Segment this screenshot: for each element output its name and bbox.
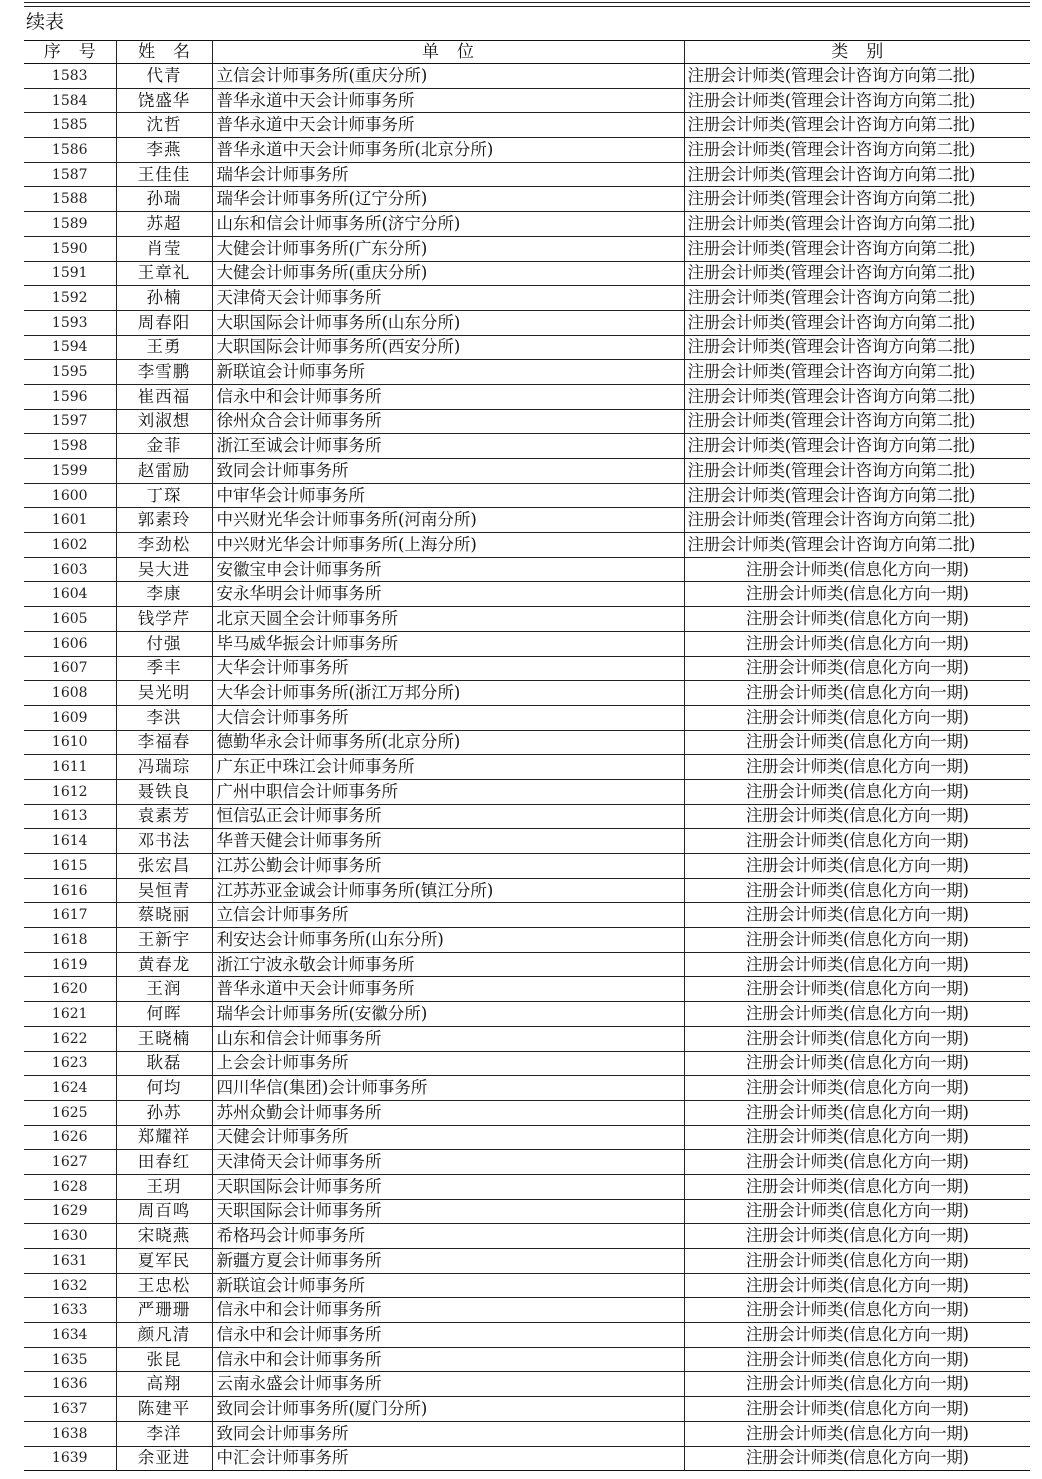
- person-name: 高翔: [116, 1372, 212, 1397]
- person-name: 孙楠: [116, 286, 212, 311]
- firm-name: 希格玛会计师事务所: [212, 1224, 684, 1249]
- firm-name: 北京天圆全会计师事务所: [212, 607, 684, 632]
- firm-name: 大华会计师事务所: [212, 656, 684, 681]
- person-name: 吴恒青: [116, 878, 212, 903]
- firm-name: 大华会计师事务所(浙江万邦分所): [212, 681, 684, 706]
- row-number: 1622: [24, 1026, 116, 1051]
- person-name: 金菲: [116, 434, 212, 459]
- person-name: 余亚进: [116, 1446, 212, 1471]
- category: 注册会计师类(信息化方向一期): [684, 1298, 1030, 1323]
- table-row: [24, 1273, 1030, 1298]
- person-name: 李雪鹏: [116, 360, 212, 385]
- person-name: 聂铁良: [116, 779, 212, 804]
- table-body: [24, 64, 1030, 1471]
- person-name: 张昆: [116, 1347, 212, 1372]
- firm-name: 大职国际会计师事务所(山东分所): [212, 310, 684, 335]
- firm-name: 利安达会计师事务所(山东分所): [212, 928, 684, 953]
- firm-name: 中兴财光华会计师事务所(上海分所): [212, 533, 684, 558]
- person-name: 李洪: [116, 705, 212, 730]
- category: 注册会计师类(管理会计咨询方向第二批): [684, 310, 1030, 335]
- category: 注册会计师类(信息化方向一期): [684, 1224, 1030, 1249]
- table-row: [24, 384, 1030, 409]
- firm-name: 立信会计师事务所(重庆分所): [212, 64, 684, 89]
- category: 注册会计师类(管理会计咨询方向第二批): [684, 508, 1030, 533]
- category: 注册会计师类(信息化方向一期): [684, 656, 1030, 681]
- row-number: 1598: [24, 434, 116, 459]
- row-number: 1602: [24, 533, 116, 558]
- firm-name: 新联谊会计师事务所: [212, 1273, 684, 1298]
- row-number: 1615: [24, 854, 116, 879]
- person-name: 郭素玲: [116, 508, 212, 533]
- row-number: 1612: [24, 779, 116, 804]
- row-number: 1588: [24, 187, 116, 212]
- row-number: 1629: [24, 1199, 116, 1224]
- table-row: [24, 459, 1030, 484]
- firm-name: 普华永道中天会计师事务所: [212, 113, 684, 138]
- table-row: [24, 1174, 1030, 1199]
- header-category: 类别: [684, 41, 1030, 64]
- row-number: 1639: [24, 1446, 116, 1471]
- person-name: 吴大进: [116, 557, 212, 582]
- row-number: 1633: [24, 1298, 116, 1323]
- table-row: [24, 261, 1030, 286]
- table-row: [24, 409, 1030, 434]
- row-number: 1631: [24, 1249, 116, 1274]
- category: 注册会计师类(信息化方向一期): [684, 607, 1030, 632]
- table-row: [24, 187, 1030, 212]
- category: 注册会计师类(信息化方向一期): [684, 1076, 1030, 1101]
- firm-name: 山东和信会计师事务所: [212, 1026, 684, 1051]
- row-number: 1599: [24, 459, 116, 484]
- row-number: 1613: [24, 804, 116, 829]
- table-row: [24, 779, 1030, 804]
- firm-name: 恒信弘正会计师事务所: [212, 804, 684, 829]
- firm-name: 江苏公勤会计师事务所: [212, 854, 684, 879]
- person-name: 李劲松: [116, 533, 212, 558]
- table-row: [24, 755, 1030, 780]
- row-number: 1590: [24, 236, 116, 261]
- firm-name: 苏州众勤会计师事务所: [212, 1100, 684, 1125]
- table-row: [24, 952, 1030, 977]
- table-row: [24, 631, 1030, 656]
- row-number: 1626: [24, 1125, 116, 1150]
- firm-name: 云南永盛会计师事务所: [212, 1372, 684, 1397]
- row-number: 1600: [24, 483, 116, 508]
- table-row: [24, 1150, 1030, 1175]
- row-number: 1619: [24, 952, 116, 977]
- category: 注册会计师类(信息化方向一期): [684, 779, 1030, 804]
- firm-name: 普华永道中天会计师事务所: [212, 977, 684, 1002]
- category: 注册会计师类(管理会计咨询方向第二批): [684, 113, 1030, 138]
- table-row: [24, 508, 1030, 533]
- row-number: 1620: [24, 977, 116, 1002]
- category: 注册会计师类(管理会计咨询方向第二批): [684, 286, 1030, 311]
- table-row: [24, 1224, 1030, 1249]
- person-name: 王润: [116, 977, 212, 1002]
- row-number: 1625: [24, 1100, 116, 1125]
- table-row: [24, 212, 1030, 237]
- person-name: 孙瑞: [116, 187, 212, 212]
- table-row: [24, 1249, 1030, 1274]
- person-name: 季丰: [116, 656, 212, 681]
- category: 注册会计师类(管理会计咨询方向第二批): [684, 384, 1030, 409]
- person-name: 王忠松: [116, 1273, 212, 1298]
- person-name: 张宏昌: [116, 854, 212, 879]
- person-name: 苏超: [116, 212, 212, 237]
- table-row: [24, 1298, 1030, 1323]
- person-name: 王章礼: [116, 261, 212, 286]
- category: 注册会计师类(管理会计咨询方向第二批): [684, 335, 1030, 360]
- row-number: 1637: [24, 1397, 116, 1422]
- category: 注册会计师类(管理会计咨询方向第二批): [684, 483, 1030, 508]
- row-number: 1609: [24, 705, 116, 730]
- table-row: [24, 138, 1030, 163]
- category: 注册会计师类(信息化方向一期): [684, 1174, 1030, 1199]
- row-number: 1596: [24, 384, 116, 409]
- firm-name: 徐州众合会计师事务所: [212, 409, 684, 434]
- table-row: [24, 582, 1030, 607]
- row-number: 1614: [24, 829, 116, 854]
- table-row: [24, 162, 1030, 187]
- firm-name: 普华永道中天会计师事务所: [212, 88, 684, 113]
- person-name: 李康: [116, 582, 212, 607]
- top-rule: [24, 2, 1030, 3]
- firm-name: 华普天健会计师事务所: [212, 829, 684, 854]
- firm-name: 大职国际会计师事务所(西安分所): [212, 335, 684, 360]
- table-row: [24, 557, 1030, 582]
- firm-name: 中汇会计师事务所: [212, 1446, 684, 1471]
- table-row: [24, 977, 1030, 1002]
- table-row: [24, 88, 1030, 113]
- row-number: 1607: [24, 656, 116, 681]
- row-number: 1604: [24, 582, 116, 607]
- firm-name: 瑞华会计师事务所(辽宁分所): [212, 187, 684, 212]
- category: 注册会计师类(信息化方向一期): [684, 1002, 1030, 1027]
- firm-name: 信永中和会计师事务所: [212, 1347, 684, 1372]
- table-row: [24, 360, 1030, 385]
- table-row: [24, 533, 1030, 558]
- category: 注册会计师类(信息化方向一期): [684, 681, 1030, 706]
- row-number: 1593: [24, 310, 116, 335]
- table-row: [24, 1397, 1030, 1422]
- row-number: 1611: [24, 755, 116, 780]
- category: 注册会计师类(信息化方向一期): [684, 829, 1030, 854]
- person-name: 赵雷励: [116, 459, 212, 484]
- row-number: 1635: [24, 1347, 116, 1372]
- category: 注册会计师类(信息化方向一期): [684, 878, 1030, 903]
- firm-name: 毕马威华振会计师事务所: [212, 631, 684, 656]
- firm-name: 信永中和会计师事务所: [212, 1323, 684, 1348]
- table-row: [24, 730, 1030, 755]
- category: 注册会计师类(管理会计咨询方向第二批): [684, 459, 1030, 484]
- person-name: 宋晓燕: [116, 1224, 212, 1249]
- category: 注册会计师类(管理会计咨询方向第二批): [684, 409, 1030, 434]
- firm-name: 大健会计师事务所(重庆分所): [212, 261, 684, 286]
- category: 注册会计师类(信息化方向一期): [684, 1397, 1030, 1422]
- category: 注册会计师类(信息化方向一期): [684, 1446, 1030, 1471]
- table-row: [24, 1026, 1030, 1051]
- person-name: 王勇: [116, 335, 212, 360]
- table-row: [24, 1323, 1030, 1348]
- row-number: 1638: [24, 1421, 116, 1446]
- header-unit: 单位: [212, 41, 684, 64]
- row-number: 1634: [24, 1323, 116, 1348]
- row-number: 1610: [24, 730, 116, 755]
- row-number: 1592: [24, 286, 116, 311]
- person-name: 肖莹: [116, 236, 212, 261]
- row-number: 1632: [24, 1273, 116, 1298]
- person-name: 邓书法: [116, 829, 212, 854]
- person-name: 吴光明: [116, 681, 212, 706]
- row-number: 1591: [24, 261, 116, 286]
- category: 注册会计师类(信息化方向一期): [684, 1372, 1030, 1397]
- category: 注册会计师类(管理会计咨询方向第二批): [684, 187, 1030, 212]
- header-row: [24, 41, 1030, 64]
- table-row: [24, 335, 1030, 360]
- row-number: 1627: [24, 1150, 116, 1175]
- row-number: 1595: [24, 360, 116, 385]
- roster-table: [24, 40, 1030, 1471]
- row-number: 1583: [24, 64, 116, 89]
- person-name: 周春阳: [116, 310, 212, 335]
- person-name: 孙苏: [116, 1100, 212, 1125]
- person-name: 蔡晓丽: [116, 903, 212, 928]
- person-name: 袁素芳: [116, 804, 212, 829]
- firm-name: 信永中和会计师事务所: [212, 1298, 684, 1323]
- table-row: [24, 1347, 1030, 1372]
- person-name: 何晖: [116, 1002, 212, 1027]
- firm-name: 上会会计师事务所: [212, 1051, 684, 1076]
- person-name: 李福春: [116, 730, 212, 755]
- table-row: [24, 878, 1030, 903]
- table-row: [24, 1125, 1030, 1150]
- firm-name: 中审华会计师事务所: [212, 483, 684, 508]
- table-row: [24, 829, 1030, 854]
- row-number: 1585: [24, 113, 116, 138]
- table-row: [24, 434, 1030, 459]
- firm-name: 安徽宝申会计师事务所: [212, 557, 684, 582]
- firm-name: 新联谊会计师事务所: [212, 360, 684, 385]
- table-row: [24, 903, 1030, 928]
- category: 注册会计师类(信息化方向一期): [684, 928, 1030, 953]
- category: 注册会计师类(信息化方向一期): [684, 1347, 1030, 1372]
- category: 注册会计师类(信息化方向一期): [684, 952, 1030, 977]
- person-name: 付强: [116, 631, 212, 656]
- person-name: 严珊珊: [116, 1298, 212, 1323]
- category: 注册会计师类(信息化方向一期): [684, 557, 1030, 582]
- category: 注册会计师类(信息化方向一期): [684, 730, 1030, 755]
- firm-name: 天津倚天会计师事务所: [212, 286, 684, 311]
- firm-name: 大健会计师事务所(广东分所): [212, 236, 684, 261]
- table-row: [24, 1076, 1030, 1101]
- category: 注册会计师类(信息化方向一期): [684, 977, 1030, 1002]
- table-row: [24, 1446, 1030, 1471]
- firm-name: 天津倚天会计师事务所: [212, 1150, 684, 1175]
- person-name: 夏军民: [116, 1249, 212, 1274]
- category: 注册会计师类(管理会计咨询方向第二批): [684, 434, 1030, 459]
- row-number: 1630: [24, 1224, 116, 1249]
- firm-name: 天职国际会计师事务所: [212, 1199, 684, 1224]
- category: 注册会计师类(信息化方向一期): [684, 804, 1030, 829]
- table-row: [24, 928, 1030, 953]
- person-name: 王玥: [116, 1174, 212, 1199]
- row-number: 1624: [24, 1076, 116, 1101]
- person-name: 郑耀祥: [116, 1125, 212, 1150]
- table-row: [24, 483, 1030, 508]
- table-row: [24, 656, 1030, 681]
- table-row: [24, 113, 1030, 138]
- firm-name: 浙江至诚会计师事务所: [212, 434, 684, 459]
- table-row: [24, 1051, 1030, 1076]
- person-name: 李洋: [116, 1421, 212, 1446]
- row-number: 1603: [24, 557, 116, 582]
- person-name: 颜凡清: [116, 1323, 212, 1348]
- person-name: 饶盛华: [116, 88, 212, 113]
- table-row: [24, 310, 1030, 335]
- person-name: 代青: [116, 64, 212, 89]
- firm-name: 致同会计师事务所: [212, 459, 684, 484]
- person-name: 钱学芹: [116, 607, 212, 632]
- person-name: 崔西福: [116, 384, 212, 409]
- row-number: 1616: [24, 878, 116, 903]
- firm-name: 广州中职信会计师事务所: [212, 779, 684, 804]
- category: 注册会计师类(管理会计咨询方向第二批): [684, 533, 1030, 558]
- row-number: 1618: [24, 928, 116, 953]
- row-number: 1608: [24, 681, 116, 706]
- table-row: [24, 64, 1030, 89]
- category: 注册会计师类(信息化方向一期): [684, 1051, 1030, 1076]
- firm-name: 江苏苏亚金诚会计师事务所(镇江分所): [212, 878, 684, 903]
- row-number: 1601: [24, 508, 116, 533]
- category: 注册会计师类(信息化方向一期): [684, 1421, 1030, 1446]
- person-name: 黄春龙: [116, 952, 212, 977]
- person-name: 王晓楠: [116, 1026, 212, 1051]
- category: 注册会计师类(管理会计咨询方向第二批): [684, 138, 1030, 163]
- person-name: 刘淑想: [116, 409, 212, 434]
- category: 注册会计师类(信息化方向一期): [684, 705, 1030, 730]
- category: 注册会计师类(信息化方向一期): [684, 582, 1030, 607]
- firm-name: 普华永道中天会计师事务所(北京分所): [212, 138, 684, 163]
- firm-name: 四川华信(集团)会计师事务所: [212, 1076, 684, 1101]
- firm-name: 天职国际会计师事务所: [212, 1174, 684, 1199]
- table-row: [24, 607, 1030, 632]
- table-row: [24, 1421, 1030, 1446]
- person-name: 周百鸣: [116, 1199, 212, 1224]
- category: 注册会计师类(信息化方向一期): [684, 631, 1030, 656]
- table-row: [24, 854, 1030, 879]
- category: 注册会计师类(管理会计咨询方向第二批): [684, 88, 1030, 113]
- table-row: [24, 1372, 1030, 1397]
- table-row: [24, 705, 1030, 730]
- person-name: 耿磊: [116, 1051, 212, 1076]
- row-number: 1623: [24, 1051, 116, 1076]
- table-row: [24, 286, 1030, 311]
- firm-name: 中兴财光华会计师事务所(河南分所): [212, 508, 684, 533]
- category: 注册会计师类(管理会计咨询方向第二批): [684, 64, 1030, 89]
- firm-name: 广东正中珠江会计师事务所: [212, 755, 684, 780]
- row-number: 1586: [24, 138, 116, 163]
- firm-name: 致同会计师事务所(厦门分所): [212, 1397, 684, 1422]
- table-row: [24, 804, 1030, 829]
- table-row: [24, 1199, 1030, 1224]
- firm-name: 立信会计师事务所: [212, 903, 684, 928]
- category: 注册会计师类(信息化方向一期): [684, 1249, 1030, 1274]
- category: 注册会计师类(信息化方向一期): [684, 1100, 1030, 1125]
- row-number: 1606: [24, 631, 116, 656]
- person-name: 沈哲: [116, 113, 212, 138]
- category: 注册会计师类(信息化方向一期): [684, 1150, 1030, 1175]
- firm-name: 大信会计师事务所: [212, 705, 684, 730]
- category: 注册会计师类(管理会计咨询方向第二批): [684, 236, 1030, 261]
- category: 注册会计师类(信息化方向一期): [684, 1199, 1030, 1224]
- firm-name: 信永中和会计师事务所: [212, 384, 684, 409]
- row-number: 1605: [24, 607, 116, 632]
- row-number: 1597: [24, 409, 116, 434]
- firm-name: 瑞华会计师事务所(安徽分所): [212, 1002, 684, 1027]
- firm-name: 致同会计师事务所: [212, 1421, 684, 1446]
- firm-name: 浙江宁波永敬会计师事务所: [212, 952, 684, 977]
- firm-name: 新疆方夏会计师事务所: [212, 1249, 684, 1274]
- firm-name: 德勤华永会计师事务所(北京分所): [212, 730, 684, 755]
- category: 注册会计师类(信息化方向一期): [684, 1026, 1030, 1051]
- person-name: 何均: [116, 1076, 212, 1101]
- category: 注册会计师类(管理会计咨询方向第二批): [684, 212, 1030, 237]
- row-number: 1617: [24, 903, 116, 928]
- top-rule-2: [24, 6, 1030, 7]
- category: 注册会计师类(管理会计咨询方向第二批): [684, 261, 1030, 286]
- person-name: 陈建平: [116, 1397, 212, 1422]
- table-row: [24, 681, 1030, 706]
- table-row: [24, 236, 1030, 261]
- header-num: 序号: [24, 41, 116, 64]
- category: 注册会计师类(管理会计咨询方向第二批): [684, 162, 1030, 187]
- row-number: 1621: [24, 1002, 116, 1027]
- firm-name: 安永华明会计师事务所: [212, 582, 684, 607]
- row-number: 1584: [24, 88, 116, 113]
- header-name: 姓名: [116, 41, 212, 64]
- category: 注册会计师类(信息化方向一期): [684, 1273, 1030, 1298]
- table-caption: 续表: [26, 11, 65, 33]
- category: 注册会计师类(信息化方向一期): [684, 1125, 1030, 1150]
- person-name: 王新宇: [116, 928, 212, 953]
- row-number: 1594: [24, 335, 116, 360]
- row-number: 1628: [24, 1174, 116, 1199]
- person-name: 王佳佳: [116, 162, 212, 187]
- firm-name: 天健会计师事务所: [212, 1125, 684, 1150]
- row-number: 1636: [24, 1372, 116, 1397]
- category: 注册会计师类(信息化方向一期): [684, 1323, 1030, 1348]
- firm-name: 瑞华会计师事务所: [212, 162, 684, 187]
- person-name: 李燕: [116, 138, 212, 163]
- row-number: 1587: [24, 162, 116, 187]
- row-number: 1589: [24, 212, 116, 237]
- category: 注册会计师类(信息化方向一期): [684, 903, 1030, 928]
- person-name: 冯瑞琮: [116, 755, 212, 780]
- table-row: [24, 1100, 1030, 1125]
- person-name: 丁琛: [116, 483, 212, 508]
- category: 注册会计师类(信息化方向一期): [684, 854, 1030, 879]
- category: 注册会计师类(信息化方向一期): [684, 755, 1030, 780]
- table-row: [24, 1002, 1030, 1027]
- firm-name: 山东和信会计师事务所(济宁分所): [212, 212, 684, 237]
- category: 注册会计师类(管理会计咨询方向第二批): [684, 360, 1030, 385]
- person-name: 田春红: [116, 1150, 212, 1175]
